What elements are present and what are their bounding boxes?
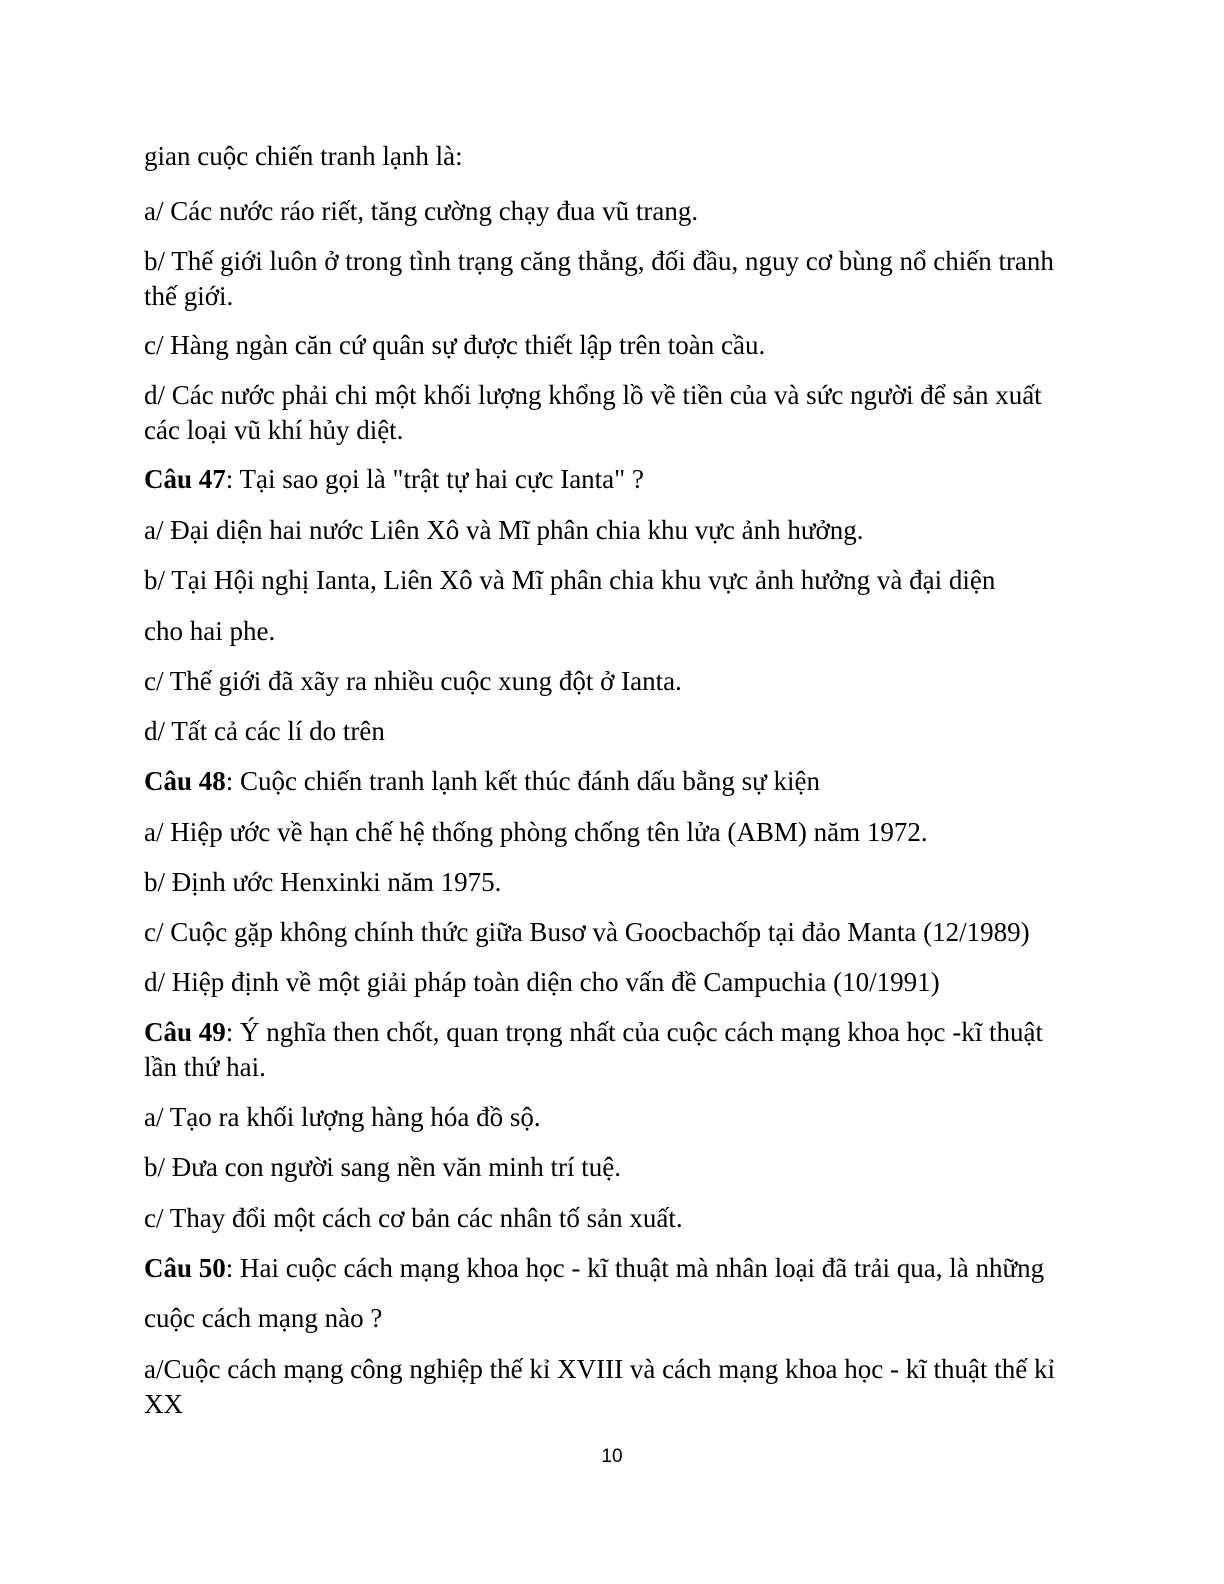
q49-option-a: a/ Tạo ra khối lượng hàng hóa đồ sộ. — [144, 1102, 541, 1132]
question-47 — [144, 462, 644, 496]
q49-text-continued: lần thứ hai. — [144, 1052, 266, 1082]
question-50 — [144, 1251, 1044, 1285]
q50-option-a-continued: XX — [144, 1389, 183, 1419]
question-text: : Tại sao gọi là "trật tự hai cực Ianta" ? — [225, 464, 644, 494]
q47-option-d: d/ Tất cả các lí do trên — [144, 716, 385, 746]
question-text: : Cuộc chiến tranh lạnh kết thúc đánh dấu bằng sự kiện — [225, 766, 820, 796]
q47-option-b-continued: cho hai phe. — [144, 616, 276, 646]
q48-option-a: a/ Hiệp ước về hạn chế hệ thống phòng chống tên lửa (ABM) năm 1972. — [144, 817, 928, 847]
q47-option-a: a/ Đại diện hai nước Liên Xô và Mĩ phân chia khu vực ảnh hưởng. — [144, 515, 864, 545]
option-c: c/ Hàng ngàn căn cứ quân sự được thiết lập trên toàn cầu. — [144, 330, 766, 360]
question-label: Câu 49 — [144, 1017, 226, 1047]
q49-option-c: c/ Thay đổi một cách cơ bản các nhân tố sản xuất. — [144, 1203, 683, 1233]
question-label: Câu 47 — [144, 464, 226, 494]
question-label: Câu 50 — [144, 1253, 226, 1283]
q50-text-continued: cuộc cách mạng nào ? — [144, 1303, 383, 1333]
page-number: 10 — [601, 1446, 623, 1467]
question-text: : Hai cuộc cách mạng khoa học - kĩ thuật mà nhân loại đã trải qua, là những — [225, 1253, 1045, 1283]
question-label: Câu 48 — [144, 766, 226, 796]
option-b: b/ Thế giới luôn ở trong tình trạng căng thẳng, đối đầu, nguy cơ bùng nổ chiến tranh — [144, 246, 1054, 276]
question-text: : Ý nghĩa then chốt, quan trọng nhất của cuộc cách mạng khoa học -kĩ thuật — [225, 1017, 1044, 1047]
question-48 — [144, 764, 820, 798]
option-d: d/ Các nước phải chi một khối lượng khổng lồ về tiền của và sức người để sản xuất — [144, 380, 1042, 410]
option-b-continued: thế giới. — [144, 281, 234, 311]
question-49 — [144, 1015, 1043, 1049]
option-d-continued: các loại vũ khí hủy diệt. — [144, 415, 404, 445]
q48-option-d: d/ Hiệp định về một giải pháp toàn diện cho vấn đề Campuchia (10/1991) — [144, 967, 940, 997]
q48-option-c: c/ Cuộc gặp không chính thức giữa Busơ và Goocbachốp tại đảo Manta (12/1989) — [144, 917, 1030, 947]
option-a: a/ Các nước ráo riết, tăng cường chạy đua vũ trang. — [144, 196, 699, 226]
q47-option-b: b/ Tại Hội nghị Ianta, Liên Xô và Mĩ phân chia khu vực ảnh hưởng và đại diện — [144, 565, 996, 595]
q49-option-b: b/ Đưa con người sang nền văn minh trí tuệ. — [144, 1152, 621, 1182]
q50-option-a: a/Cuộc cách mạng công nghiệp thế kỉ XVIII và cách mạng khoa học - kĩ thuật thế kỉ — [144, 1354, 1055, 1384]
q48-option-b: b/ Định ước Henxinki năm 1975. — [144, 867, 502, 897]
q47-option-c: c/ Thế giới đã xãy ra nhiều cuộc xung đột ở Ianta. — [144, 666, 682, 696]
intro-line: gian cuộc chiến tranh lạnh là: — [144, 141, 463, 171]
